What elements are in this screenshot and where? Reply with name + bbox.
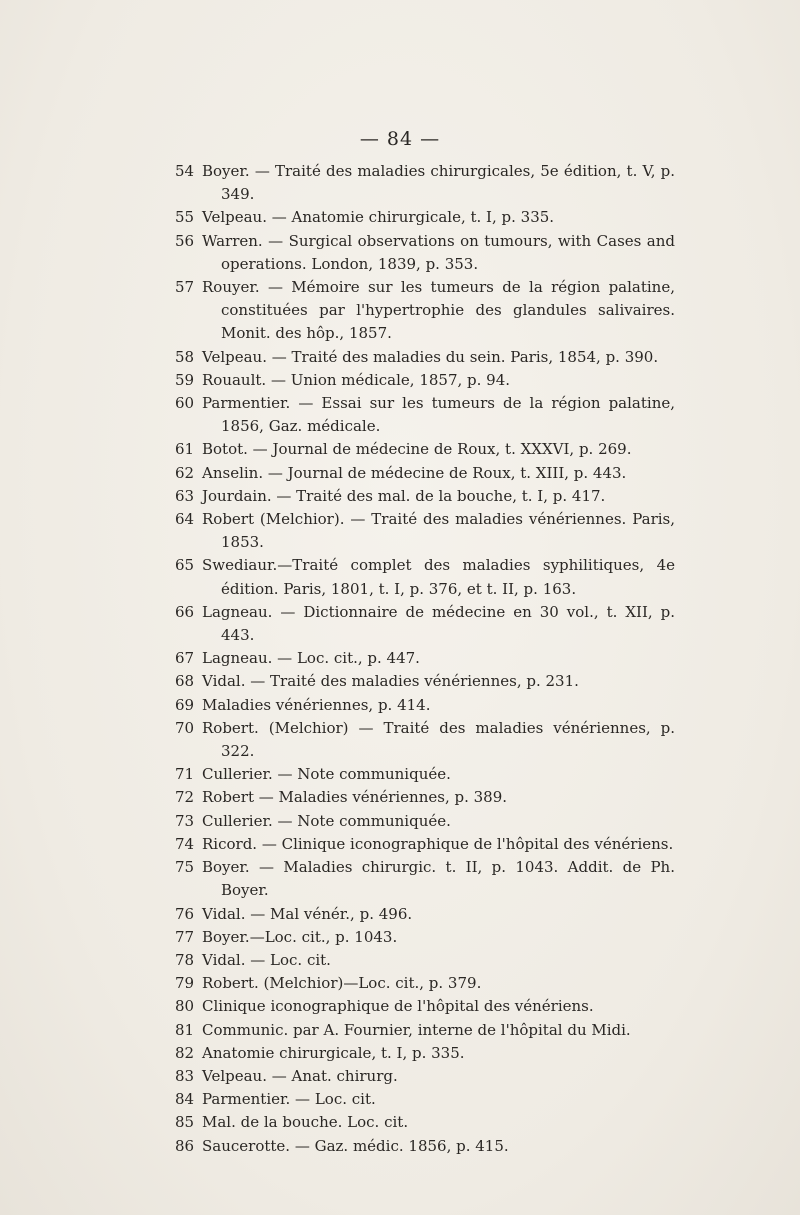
reference-entry bbox=[175, 601, 675, 647]
reference-entry bbox=[175, 346, 675, 369]
reference-text: Saucerotte. — Gaz. médic. 1856, p. 415. bbox=[202, 1136, 509, 1155]
reference-entry bbox=[175, 206, 675, 229]
reference-number: 60 bbox=[175, 394, 195, 413]
reference-number: 84 bbox=[175, 1090, 195, 1109]
reference-text: Velpeau. — Anatomie chirurgicale, t. I, p. 335. bbox=[202, 208, 555, 227]
reference-number: 69 bbox=[175, 695, 195, 714]
reference-text: Anatomie chirurgicale, t. I, p. 335. bbox=[202, 1043, 465, 1062]
reference-number: 86 bbox=[175, 1136, 195, 1155]
reference-list bbox=[175, 160, 675, 1158]
reference-text: Vidal. — Mal vénér., p. 496. bbox=[202, 904, 413, 923]
reference-entry bbox=[175, 856, 675, 902]
reference-entry bbox=[175, 647, 675, 670]
reference-entry bbox=[175, 1042, 675, 1065]
reference-text: Communic. par A. Fournier, interne de l'hôpital du Midi. bbox=[202, 1020, 631, 1039]
reference-text: Boyer.—Loc. cit., p. 1043. bbox=[202, 927, 398, 946]
reference-text: Parmentier. — Loc. cit. bbox=[202, 1090, 376, 1109]
reference-number: 70 bbox=[175, 718, 195, 737]
reference-entry bbox=[175, 694, 675, 717]
reference-entry bbox=[175, 717, 675, 763]
reference-entry bbox=[175, 1065, 675, 1088]
reference-text: Clinique iconographique de l'hôpital des vénériens. bbox=[202, 997, 594, 1016]
reference-text: Botot. — Journal de médecine de Roux, t. XXXVI, p. 269. bbox=[202, 440, 632, 459]
reference-text: Jourdain. — Traité des mal. de la bouche, t. I, p. 417. bbox=[202, 486, 606, 505]
reference-text: Robert. (Melchior) — Traité des maladies vénériennes, p. 322. bbox=[202, 718, 675, 761]
reference-number: 59 bbox=[175, 370, 195, 389]
reference-entry bbox=[175, 949, 675, 972]
reference-text: Boyer. — Traité des maladies chirurgicales, 5e édition, t. V, p. 349. bbox=[202, 162, 675, 204]
reference-number: 55 bbox=[175, 208, 195, 227]
reference-entry bbox=[175, 508, 675, 554]
reference-entry bbox=[175, 485, 675, 508]
reference-entry bbox=[175, 1111, 675, 1134]
reference-number: 61 bbox=[175, 440, 195, 459]
reference-entry bbox=[175, 554, 675, 600]
reference-entry bbox=[175, 926, 675, 949]
reference-text: Ricord. — Clinique iconographique de l'hôpital des vénériens. bbox=[202, 834, 674, 853]
reference-number: 81 bbox=[175, 1020, 195, 1039]
reference-entry bbox=[175, 810, 675, 833]
reference-entry bbox=[175, 1088, 675, 1111]
reference-number: 76 bbox=[175, 904, 195, 923]
reference-text: Maladies vénériennes, p. 414. bbox=[202, 695, 431, 714]
reference-text: Mal. de la bouche. Loc. cit. bbox=[202, 1113, 409, 1132]
reference-text: Rouault. — Union médicale, 1857, p. 94. bbox=[202, 370, 511, 389]
reference-number: 74 bbox=[175, 834, 195, 853]
reference-entry bbox=[175, 786, 675, 809]
reference-number: 58 bbox=[175, 347, 195, 366]
reference-text: Vidal. — Traité des maladies vénériennes, p. 231. bbox=[202, 672, 579, 691]
reference-number: 85 bbox=[175, 1113, 195, 1132]
reference-entry bbox=[175, 972, 675, 995]
reference-number: 54 bbox=[175, 162, 195, 180]
reference-text: Robert. (Melchior)—Loc. cit., p. 379. bbox=[202, 974, 482, 993]
reference-number: 67 bbox=[175, 649, 195, 668]
reference-number: 63 bbox=[175, 486, 195, 505]
reference-number: 75 bbox=[175, 858, 195, 877]
reference-number: 57 bbox=[175, 278, 195, 297]
reference-entry bbox=[175, 995, 675, 1018]
reference-number: 83 bbox=[175, 1066, 195, 1085]
reference-number: 73 bbox=[175, 811, 195, 830]
reference-number: 66 bbox=[175, 602, 195, 621]
reference-text: Velpeau. — Traité des maladies du sein. Paris, 1854, p. 390. bbox=[202, 347, 659, 366]
reference-entry bbox=[175, 230, 675, 276]
reference-text: Robert — Maladies vénériennes, p. 389. bbox=[202, 788, 508, 807]
reference-entry bbox=[175, 276, 675, 346]
reference-number: 82 bbox=[175, 1043, 195, 1062]
reference-entry bbox=[175, 462, 675, 485]
reference-number: 68 bbox=[175, 672, 195, 691]
reference-text: Warren. — Surgical observations on tumours, with Cases and operations. London, 1839, p. 353. bbox=[202, 231, 675, 273]
reference-entry bbox=[175, 833, 675, 856]
reference-entry bbox=[175, 160, 675, 206]
reference-entry bbox=[175, 438, 675, 461]
reference-number: 56 bbox=[175, 231, 195, 250]
page-number: — 84 — bbox=[359, 128, 441, 150]
reference-number: 77 bbox=[175, 927, 195, 946]
reference-number: 72 bbox=[175, 788, 195, 807]
reference-text: Velpeau. — Anat. chirurg. bbox=[202, 1066, 398, 1085]
reference-number: 80 bbox=[175, 997, 195, 1016]
reference-entry bbox=[175, 392, 675, 438]
reference-text: Parmentier. — Essai sur les tumeurs de la région palatine, 1856, Gaz. médicale. bbox=[202, 394, 675, 436]
reference-number: 64 bbox=[175, 510, 195, 529]
reference-text: Boyer. — Maladies chirurgic. t. II, p. 1043. Addit. de Ph. Boyer. bbox=[202, 858, 675, 900]
reference-entry bbox=[175, 670, 675, 693]
reference-entry bbox=[175, 763, 675, 786]
reference-entry bbox=[175, 903, 675, 926]
reference-number: 78 bbox=[175, 950, 195, 969]
reference-number: 65 bbox=[175, 556, 195, 575]
reference-text: Swediaur.—Traité complet des maladies syphilitiques, 4e édition. Paris, 1801, t. I, p. 376, et t. II, p. 163. bbox=[202, 556, 675, 598]
reference-entry bbox=[175, 1019, 675, 1042]
reference-text: Rouyer. — Mémoire sur les tumeurs de la région palatine, constituées par l'hypertrophie des glandules salivaires. Monit. des hôp., 1857. bbox=[202, 278, 675, 343]
reference-entry bbox=[175, 1135, 675, 1158]
reference-text: Robert (Melchior). — Traité des maladies vénériennes. Paris, 1853. bbox=[202, 510, 675, 552]
reference-text: Cullerier. — Note communiquée. bbox=[202, 765, 451, 784]
reference-text: Lagneau. — Loc. cit., p. 447. bbox=[202, 649, 420, 668]
reference-text: Lagneau. — Dictionnaire de médecine en 30 vol., t. XII, p. 443. bbox=[202, 602, 675, 645]
reference-number: 71 bbox=[175, 765, 195, 784]
reference-entry bbox=[175, 369, 675, 392]
reference-number: 79 bbox=[175, 974, 195, 993]
reference-text: Anselin. — Journal de médecine de Roux, t. XIII, p. 443. bbox=[202, 463, 627, 482]
reference-number: 62 bbox=[175, 463, 195, 482]
reference-text: Cullerier. — Note communiquée. bbox=[202, 811, 451, 830]
reference-text: Vidal. — Loc. cit. bbox=[202, 950, 331, 969]
